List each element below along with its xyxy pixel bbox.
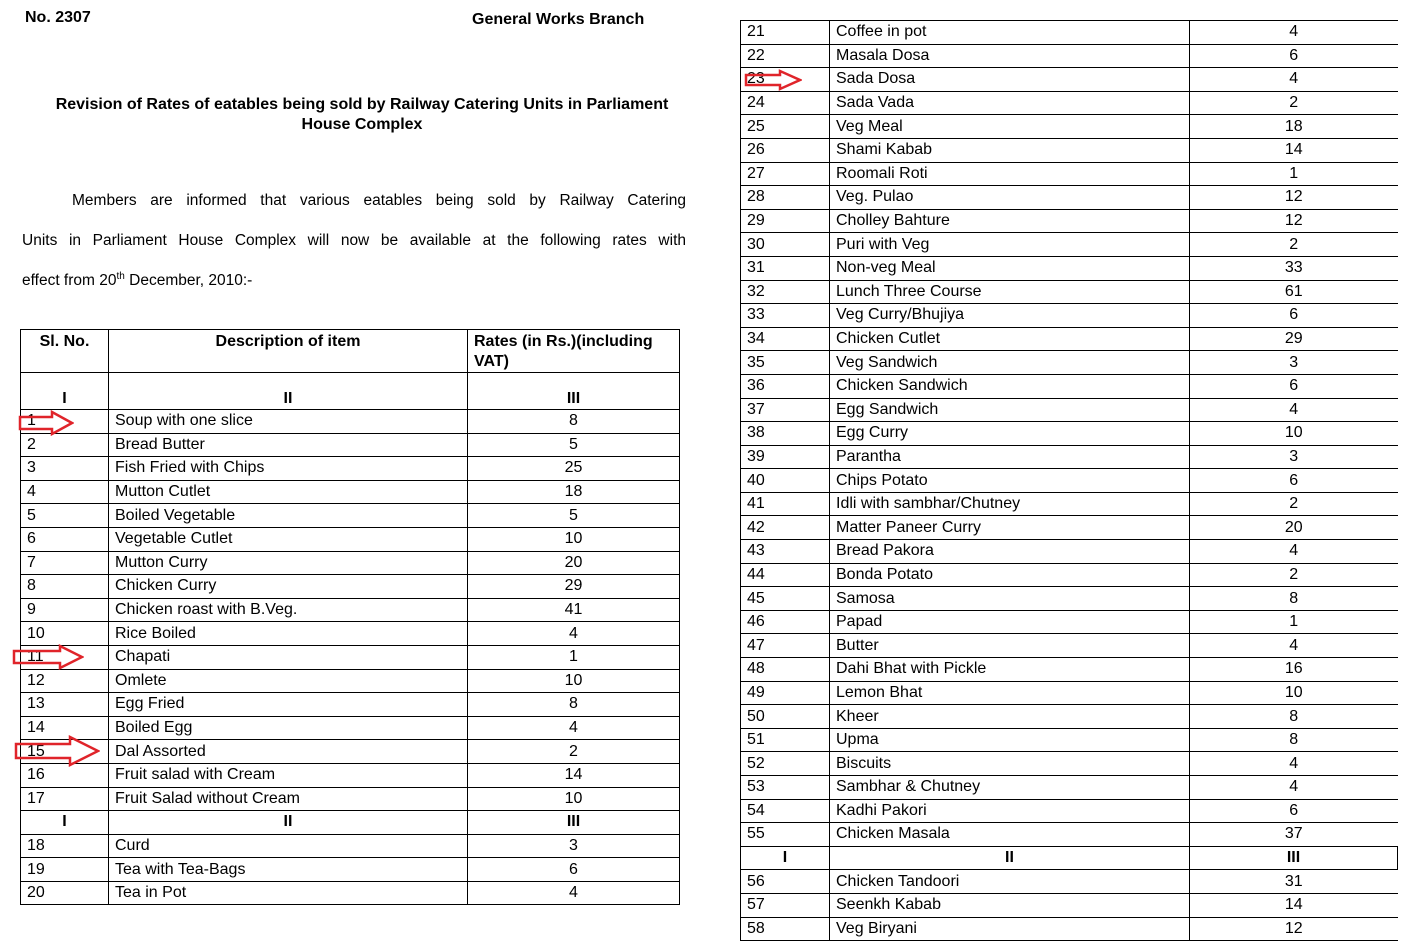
rate-cell: 14 <box>468 763 680 787</box>
rate-cell: 14 <box>1190 138 1398 162</box>
table-row <box>741 186 1398 210</box>
sl-number-cell: 7 <box>21 551 109 575</box>
rate-cell: 10 <box>1190 422 1398 446</box>
table-row <box>741 304 1398 328</box>
rate-cell: 8 <box>468 410 680 434</box>
sl-number-cell: 49 <box>741 681 830 705</box>
sl-number-cell: 45 <box>741 587 830 611</box>
sl-number-cell: 2 <box>21 433 109 457</box>
table-row <box>741 752 1398 776</box>
sl-number-cell: 9 <box>21 598 109 622</box>
table-row <box>21 669 680 693</box>
sl-number-cell: 34 <box>741 327 830 351</box>
roman-i: I <box>741 846 830 870</box>
rate-cell: 6 <box>1190 799 1398 823</box>
item-description-cell: Sada Vada <box>830 91 1190 115</box>
sl-number-cell: 6 <box>21 527 109 551</box>
rate-cell: 12 <box>1190 917 1398 941</box>
table-row <box>741 209 1398 233</box>
sl-number-cell: 18 <box>21 834 109 858</box>
sl-number-cell: 38 <box>741 422 830 446</box>
sl-number-cell: 46 <box>741 610 830 634</box>
rate-cell: 8 <box>1190 705 1398 729</box>
roman-numeral-row <box>21 373 680 410</box>
sl-number-cell: 33 <box>741 304 830 328</box>
rate-cell: 4 <box>1190 398 1398 422</box>
item-description-cell: Upma <box>830 728 1190 752</box>
item-description-cell: Veg. Pulao <box>830 186 1190 210</box>
table-row <box>741 610 1398 634</box>
rate-cell: 33 <box>1190 256 1398 280</box>
table-row <box>21 480 680 504</box>
table-row <box>21 763 680 787</box>
item-description-cell: Mutton Cutlet <box>109 480 468 504</box>
item-description-cell: Omlete <box>109 669 468 693</box>
sl-number-cell: 51 <box>741 728 830 752</box>
sl-number-cell: 32 <box>741 280 830 304</box>
sl-number-cell: 43 <box>741 540 830 564</box>
table-row <box>741 563 1398 587</box>
sl-number-cell: 41 <box>741 492 830 516</box>
item-description-cell: Puri with Veg <box>830 233 1190 257</box>
item-description-cell: Matter Paneer Curry <box>830 516 1190 540</box>
rate-cell: 12 <box>1190 209 1398 233</box>
rate-cell: 14 <box>1190 893 1398 917</box>
sl-number-cell: 27 <box>741 162 830 186</box>
rate-cell: 3 <box>1190 445 1398 469</box>
item-description-cell: Bread Butter <box>109 433 468 457</box>
rate-cell: 29 <box>1190 327 1398 351</box>
item-description-cell: Sada Dosa <box>830 68 1190 92</box>
intro-date-suffix: th <box>116 270 125 282</box>
rate-cell: 4 <box>1190 68 1398 92</box>
table-row <box>741 374 1398 398</box>
table-row <box>741 728 1398 752</box>
heading-line-2: House Complex <box>301 116 423 133</box>
table-row <box>21 622 680 646</box>
sl-number-cell: 54 <box>741 799 830 823</box>
item-description-cell: Coffee in pot <box>830 21 1190 45</box>
rate-cell: 6 <box>1190 44 1398 68</box>
column-header-sl: Sl. No. <box>21 330 109 373</box>
sl-number-cell: 31 <box>741 256 830 280</box>
table-row <box>741 327 1398 351</box>
rate-cell: 4 <box>1190 634 1398 658</box>
intro-paragraph <box>22 190 686 310</box>
rate-cell: 12 <box>1190 186 1398 210</box>
table-header-row <box>21 330 680 373</box>
item-description-cell: Idli with sambhar/Chutney <box>830 492 1190 516</box>
document-heading <box>22 95 702 135</box>
item-description-cell: Dal Assorted <box>109 740 468 764</box>
rate-cell: 1 <box>1190 162 1398 186</box>
rate-cell: 25 <box>468 457 680 481</box>
right-rows-a <box>741 21 1398 847</box>
table-row <box>21 881 680 905</box>
roman-ii: II <box>109 811 468 835</box>
table-row <box>741 681 1398 705</box>
rates-table-right <box>740 20 1398 941</box>
rate-cell: 61 <box>1190 280 1398 304</box>
roman-iii: III <box>468 373 680 410</box>
sl-number-cell: 12 <box>21 669 109 693</box>
item-description-cell: Biscuits <box>830 752 1190 776</box>
rate-cell: 3 <box>468 834 680 858</box>
rate-cell: 4 <box>468 622 680 646</box>
item-description-cell: Veg Sandwich <box>830 351 1190 375</box>
item-description-cell: Chicken Tandoori <box>830 870 1190 894</box>
sl-number-cell: 23 <box>741 68 830 92</box>
rate-cell: 4 <box>468 716 680 740</box>
item-description-cell: Parantha <box>830 445 1190 469</box>
sl-number-cell: 24 <box>741 91 830 115</box>
table-row <box>21 740 680 764</box>
table-row <box>741 870 1398 894</box>
rate-cell: 10 <box>468 787 680 811</box>
item-description-cell: Chicken Curry <box>109 575 468 599</box>
rate-cell: 20 <box>1190 516 1398 540</box>
rate-cell: 31 <box>1190 870 1398 894</box>
table-row <box>741 138 1398 162</box>
item-description-cell: Tea in Pot <box>109 881 468 905</box>
table-row <box>21 834 680 858</box>
item-description-cell: Non-veg Meal <box>830 256 1190 280</box>
rate-cell: 8 <box>1190 728 1398 752</box>
sl-number-cell: 36 <box>741 374 830 398</box>
table-row <box>741 917 1398 941</box>
rate-cell: 5 <box>468 433 680 457</box>
rate-cell: 1 <box>1190 610 1398 634</box>
item-description-cell: Vegetable Cutlet <box>109 527 468 551</box>
table-row <box>741 823 1398 847</box>
table-row <box>741 445 1398 469</box>
table-row <box>741 280 1398 304</box>
table-row <box>21 575 680 599</box>
rate-cell: 6 <box>1190 469 1398 493</box>
table-row <box>741 91 1398 115</box>
column-header-rate: Rates (in Rs.)(including VAT) <box>468 330 680 373</box>
document-number: No. 2307 <box>25 9 91 26</box>
intro-date-prefix: effect from 20 <box>22 272 117 289</box>
rate-cell: 20 <box>468 551 680 575</box>
table-row <box>741 893 1398 917</box>
item-description-cell: Kheer <box>830 705 1190 729</box>
rate-cell: 2 <box>1190 233 1398 257</box>
table-row <box>741 658 1398 682</box>
item-description-cell: Masala Dosa <box>830 44 1190 68</box>
rate-cell: 8 <box>1190 587 1398 611</box>
sl-number-cell: 4 <box>21 480 109 504</box>
arrow-right-icon <box>744 69 802 91</box>
table-row <box>21 527 680 551</box>
sl-number-cell: 57 <box>741 893 830 917</box>
rates-table-left <box>20 329 680 905</box>
table-row <box>741 516 1398 540</box>
branch-name: General Works Branch <box>472 11 645 28</box>
table-row <box>21 551 680 575</box>
rate-cell: 4 <box>468 881 680 905</box>
sl-number-cell: 15 <box>21 740 109 764</box>
item-description-cell: Chips Potato <box>830 469 1190 493</box>
table-row <box>21 645 680 669</box>
intro-line-1: Members are informed that various eatables being sold by Railway Catering <box>72 192 686 209</box>
rate-cell: 10 <box>468 527 680 551</box>
table-row <box>741 44 1398 68</box>
rate-cell: 2 <box>1190 563 1398 587</box>
rate-cell: 4 <box>1190 21 1398 45</box>
item-description-cell: Seenkh Kabab <box>830 893 1190 917</box>
item-description-cell: Papad <box>830 610 1190 634</box>
table-row <box>21 716 680 740</box>
column-header-description: Description of item <box>109 330 468 373</box>
item-description-cell: Sambhar & Chutney <box>830 776 1190 800</box>
item-description-cell: Chicken Masala <box>830 823 1190 847</box>
item-description-cell: Chapati <box>109 645 468 669</box>
table-row <box>741 68 1398 92</box>
rate-cell: 3 <box>1190 351 1398 375</box>
intro-line-2: Units in Parliament House Complex will now be available at the following rates with <box>22 232 686 249</box>
table-row <box>21 457 680 481</box>
item-description-cell: Mutton Curry <box>109 551 468 575</box>
sl-number-cell: 52 <box>741 752 830 776</box>
table-row <box>741 233 1398 257</box>
sl-number-cell: 3 <box>21 457 109 481</box>
arrow-right-icon <box>18 410 74 436</box>
rate-cell: 6 <box>1190 304 1398 328</box>
sl-number-cell: 44 <box>741 563 830 587</box>
item-description-cell: Kadhi Pakori <box>830 799 1190 823</box>
sl-number-cell: 1 <box>21 410 109 434</box>
rate-cell: 10 <box>468 669 680 693</box>
sl-number-cell: 50 <box>741 705 830 729</box>
rate-cell: 4 <box>1190 776 1398 800</box>
item-description-cell: Lunch Three Course <box>830 280 1190 304</box>
item-description-cell: Cholley Bahture <box>830 209 1190 233</box>
item-description-cell: Tea with Tea-Bags <box>109 858 468 882</box>
table-row <box>21 858 680 882</box>
sl-number-cell: 47 <box>741 634 830 658</box>
item-description-cell: Bread Pakora <box>830 540 1190 564</box>
roman-ii: II <box>109 373 468 410</box>
heading-line-1: Revision of Rates of eatables being sold by Railway Catering Units in Parliament <box>55 96 669 113</box>
rate-cell: 6 <box>468 858 680 882</box>
table-row <box>741 351 1398 375</box>
left-rows-a <box>21 373 680 811</box>
rate-cell: 37 <box>1190 823 1398 847</box>
table-row <box>741 162 1398 186</box>
arrow-right-icon <box>14 735 100 767</box>
sl-number-cell: 20 <box>21 881 109 905</box>
item-description-cell: Chicken roast with B.Veg. <box>109 598 468 622</box>
table-row <box>741 256 1398 280</box>
rate-cell: 2 <box>468 740 680 764</box>
sl-number-cell: 55 <box>741 823 830 847</box>
sl-number-cell: 25 <box>741 115 830 139</box>
item-description-cell: Boiled Egg <box>109 716 468 740</box>
table-row <box>741 799 1398 823</box>
table-row <box>21 787 680 811</box>
item-description-cell: Chicken Cutlet <box>830 327 1190 351</box>
item-description-cell: Shami Kabab <box>830 138 1190 162</box>
table-row <box>21 693 680 717</box>
roman-numeral-row <box>21 811 680 835</box>
item-description-cell: Roomali Roti <box>830 162 1190 186</box>
roman-iii: III <box>1190 846 1398 870</box>
sl-number-cell: 53 <box>741 776 830 800</box>
item-description-cell: Lemon Bhat <box>830 681 1190 705</box>
item-description-cell: Egg Fried <box>109 693 468 717</box>
roman-numeral-row <box>741 846 1398 870</box>
item-description-cell: Butter <box>830 634 1190 658</box>
table-row <box>21 410 680 434</box>
table-row <box>741 422 1398 446</box>
sl-number-cell: 56 <box>741 870 830 894</box>
left-rows-b <box>21 811 680 905</box>
item-description-cell: Soup with one slice <box>109 410 468 434</box>
sl-number-cell: 26 <box>741 138 830 162</box>
arrow-right-icon <box>12 644 84 670</box>
item-description-cell: Curd <box>109 834 468 858</box>
sl-number-cell: 42 <box>741 516 830 540</box>
roman-ii: II <box>830 846 1190 870</box>
table-row <box>21 598 680 622</box>
rate-cell: 18 <box>468 480 680 504</box>
sl-number-cell: 40 <box>741 469 830 493</box>
roman-iii: III <box>468 811 680 835</box>
sl-number-cell: 8 <box>21 575 109 599</box>
table-row <box>741 115 1398 139</box>
item-description-cell: Veg Curry/Bhujiya <box>830 304 1190 328</box>
rate-cell: 16 <box>1190 658 1398 682</box>
rate-cell: 2 <box>1190 492 1398 516</box>
sl-number-cell: 21 <box>741 21 830 45</box>
sl-number-cell: 13 <box>21 693 109 717</box>
right-rows-b <box>741 846 1398 940</box>
table-row <box>21 504 680 528</box>
sl-number-cell: 29 <box>741 209 830 233</box>
sl-number-cell: 28 <box>741 186 830 210</box>
item-description-cell: Veg Biryani <box>830 917 1190 941</box>
sl-number-cell: 39 <box>741 445 830 469</box>
rate-cell: 1 <box>468 645 680 669</box>
intro-line-3 <box>22 270 686 310</box>
table-row <box>741 469 1398 493</box>
item-description-cell: Bonda Potato <box>830 563 1190 587</box>
sl-number-cell: 17 <box>21 787 109 811</box>
sl-number-cell: 19 <box>21 858 109 882</box>
table-row <box>741 705 1398 729</box>
sl-number-cell: 35 <box>741 351 830 375</box>
item-description-cell: Egg Curry <box>830 422 1190 446</box>
rate-cell: 8 <box>468 693 680 717</box>
table-row <box>21 433 680 457</box>
sl-number-cell: 16 <box>21 763 109 787</box>
table-row <box>741 634 1398 658</box>
item-description-cell: Boiled Vegetable <box>109 504 468 528</box>
sl-number-cell: 5 <box>21 504 109 528</box>
item-description-cell: Egg Sandwich <box>830 398 1190 422</box>
item-description-cell: Veg Meal <box>830 115 1190 139</box>
sl-number-cell: 58 <box>741 917 830 941</box>
roman-i: I <box>21 373 109 410</box>
rate-cell: 29 <box>468 575 680 599</box>
rate-cell: 4 <box>1190 540 1398 564</box>
item-description-cell: Fruit Salad without Cream <box>109 787 468 811</box>
rate-cell: 18 <box>1190 115 1398 139</box>
item-description-cell: Fish Fried with Chips <box>109 457 468 481</box>
table-row <box>741 398 1398 422</box>
sl-number-cell: 22 <box>741 44 830 68</box>
table-row <box>741 21 1398 45</box>
rate-cell: 6 <box>1190 374 1398 398</box>
sl-number-cell: 10 <box>21 622 109 646</box>
rate-cell: 5 <box>468 504 680 528</box>
table-row <box>741 492 1398 516</box>
sl-number-cell: 11 <box>21 645 109 669</box>
table-row <box>741 540 1398 564</box>
item-description-cell: Rice Boiled <box>109 622 468 646</box>
rate-cell: 41 <box>468 598 680 622</box>
table-row <box>741 776 1398 800</box>
item-description-cell: Chicken Sandwich <box>830 374 1190 398</box>
item-description-cell: Dahi Bhat with Pickle <box>830 658 1190 682</box>
roman-i: I <box>21 811 109 835</box>
sl-number-cell: 48 <box>741 658 830 682</box>
rate-cell: 10 <box>1190 681 1398 705</box>
sl-number-cell: 14 <box>21 716 109 740</box>
item-description-cell: Fruit salad with Cream <box>109 763 468 787</box>
sl-number-cell: 37 <box>741 398 830 422</box>
item-description-cell: Samosa <box>830 587 1190 611</box>
intro-date-rest: December, 2010:- <box>124 272 253 289</box>
sl-number-cell: 30 <box>741 233 830 257</box>
rate-cell: 2 <box>1190 91 1398 115</box>
rate-cell: 4 <box>1190 752 1398 776</box>
table-row <box>741 587 1398 611</box>
